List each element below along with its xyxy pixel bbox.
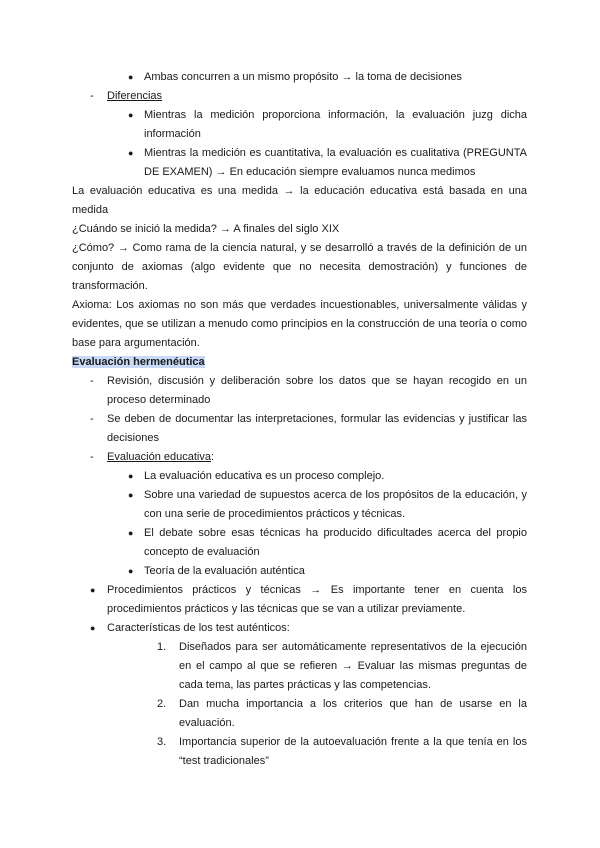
colon: :: [210, 451, 215, 463]
bullet-marker: ●: [90, 585, 96, 595]
item-text: La evaluación educativa es un proceso complejo.: [144, 470, 385, 482]
numbered-item: [72, 638, 527, 695]
list-item: [72, 106, 527, 144]
item-text: Procedimientos prácticos y técnicas → Es importante tener en cuenta los procedimientos prácticos y las técnicas que se van a utilizar previamente.: [107, 584, 527, 615]
dash-marker: -: [90, 375, 94, 387]
number-marker: 3.: [157, 736, 167, 748]
bullet-marker: ●: [128, 72, 134, 82]
numbered-item: [72, 733, 527, 771]
section-heading-diferencias: Diferencias: [107, 90, 163, 102]
list-item: [72, 619, 527, 638]
dash-marker: -: [90, 413, 94, 425]
list-item: [72, 581, 527, 619]
item-text: Importancia superior de la autoevaluación frente a la que tenía en los “test tradicionales”: [179, 736, 527, 767]
paragraph: ¿Cuándo se inició la medida? → A finales del siglo XIX: [72, 223, 340, 235]
bullet-marker: ●: [128, 148, 134, 158]
item-text: El debate sobre esas técnicas ha producido dificultades acerca del propio concepto de evaluación: [144, 527, 527, 558]
list-item: [72, 410, 527, 448]
document-page: [72, 68, 527, 771]
numbered-item: [72, 695, 527, 733]
item-text: Mientras la medición es cuantitativa, la evaluación es cualitativa (PREGUNTA DE EXAMEN) → En educación siempre evaluamos nunca medimos: [144, 147, 527, 178]
dash-marker: -: [90, 451, 94, 463]
bullet-marker: ●: [128, 110, 134, 120]
item-text: Teoría de la evaluación auténtica: [144, 565, 305, 577]
section-heading-evaluacion-educativa: Evaluación educativa: [107, 451, 211, 463]
list-item: [72, 448, 527, 467]
list-item: [72, 68, 527, 87]
bullet-marker: ●: [90, 623, 96, 633]
highlighted-heading: Evaluación hermenéutica: [72, 356, 205, 368]
list-item: [72, 467, 527, 486]
paragraph: Axioma: Los axiomas no son más que verdades incuestionables, universalmente válidas y evidentes, que se utilizan a menudo como principios en la construcción de una teoría o como base para argumentación.: [72, 299, 527, 349]
paragraph: La evaluación educativa es una medida → la educación educativa está basada en una medida: [72, 185, 527, 216]
item-text: Sobre una variedad de supuestos acerca de los propósitos de la educación, y con una serie de procedimientos prácticos y técnicas.: [144, 489, 527, 520]
item-text: Características de los test auténticos:: [107, 622, 290, 634]
item-text: Dan mucha importancia a los criterios que han de usarse en la evaluación.: [179, 698, 527, 729]
item-text: Mientras la medición proporciona información, la evaluación juzg dicha información: [144, 109, 527, 140]
section-heading: [72, 353, 527, 372]
list-item: [72, 87, 527, 106]
list-item: [72, 144, 527, 182]
paragraph: ¿Cómo? → Como rama de la ciencia natural, y se desarrolló a través de la definición de un conjunto de axiomas (algo evidente que no necesita demostración) y funciones de transformación.: [72, 242, 527, 292]
list-item: [72, 486, 527, 524]
bullet-marker: ●: [128, 471, 134, 481]
list-item: [72, 524, 527, 562]
list-item: [72, 562, 527, 581]
bullet-marker: ●: [128, 490, 134, 500]
dash-marker: -: [90, 90, 94, 102]
bullet-marker: ●: [128, 528, 134, 538]
number-marker: 2.: [157, 698, 167, 710]
item-text: Revisión, discusión y deliberación sobre los datos que se hayan recogido en un proceso determinado: [107, 375, 527, 406]
number-marker: 1.: [157, 641, 167, 653]
bullet-marker: ●: [128, 566, 134, 576]
item-text: Ambas concurren a un mismo propósito → la toma de decisiones: [144, 71, 462, 83]
item-text: Se deben de documentar las interpretaciones, formular las evidencias y justificar las decisiones: [107, 413, 527, 444]
list-item: [72, 372, 527, 410]
item-text: Diseñados para ser automáticamente representativos de la ejecución en el campo al que se refieren → Evaluar las mismas preguntas de cada tema, las partes prácticas y las competencias.: [179, 641, 527, 691]
